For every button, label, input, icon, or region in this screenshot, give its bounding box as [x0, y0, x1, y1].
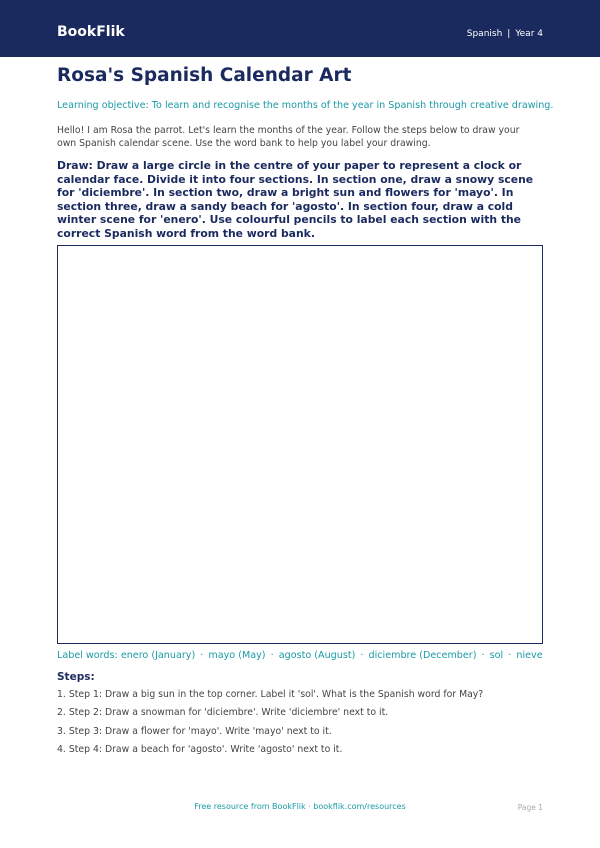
header-meta	[467, 28, 543, 40]
year-label: Year 4	[515, 29, 543, 39]
step-item: 3. Step 3: Draw a flower for 'mayo'. Write 'mayo' next to it.	[57, 725, 332, 737]
page-number: Page 1	[517, 803, 543, 812]
word-bank-word: sol	[489, 650, 504, 661]
brand-logo: BookFlik	[57, 24, 125, 40]
meta-separator: |	[507, 29, 511, 39]
word-bank-word: nieve	[516, 650, 543, 661]
word-separator: ·	[481, 650, 485, 661]
learning-objective: Learning objective: To learn and recognise the months of the year in Spanish through creative drawing.	[57, 100, 554, 111]
word-separator: ·	[270, 650, 274, 661]
word-bank-word: enero (January)	[120, 650, 196, 661]
intro-text: Hello! I am Rosa the parrot. Let's learn the months of the year. Follow the steps below to draw your own Spanish calendar scene. Use the word bank to help you label your drawing.	[57, 125, 520, 149]
step-item: 4. Step 4: Draw a beach for 'agosto'. Write 'agosto' next to it.	[57, 743, 343, 755]
word-bank-word: agosto (August)	[278, 650, 356, 661]
subject-label: Spanish	[466, 29, 503, 39]
drawing-area[interactable]	[57, 245, 543, 644]
draw-instruction: Draw: Draw a large circle in the centre of your paper to represent a clock or calendar face. Divide it into four sections. In section one, draw a snowy scene for 'diciembre'. In section two, draw a bright sun and flowers for 'mayo'. In section three, draw a sandy beach for 'agosto'. In section four, draw a cold winter scene for 'enero'. Use colourful pencils to label each section with the correct Spanish word from the word bank.	[57, 159, 534, 240]
word-bank-word: mayo (May)	[208, 650, 266, 661]
step-item: 1. Step 1: Draw a big sun in the top corner. Label it 'sol'. What is the Spanish word for May?	[57, 689, 484, 700]
step-item: 2. Step 2: Draw a snowman for 'diciembre'. Write 'diciembre' next to it.	[57, 707, 389, 719]
page-header	[0, 0, 600, 57]
word-separator: ·	[360, 650, 364, 661]
steps-list	[57, 689, 483, 762]
word-bank-word: diciembre (December)	[368, 650, 477, 661]
word-bank	[57, 650, 543, 662]
word-separator: ·	[508, 650, 512, 661]
word-bank-label: Label words:	[57, 650, 118, 661]
steps-heading: Steps:	[57, 671, 95, 683]
word-separator: ·	[200, 650, 204, 661]
footer-resource-link[interactable]: Free resource from BookFlik · bookflik.com/resources	[194, 802, 406, 811]
page-title: Rosa's Spanish Calendar Art	[57, 65, 352, 86]
